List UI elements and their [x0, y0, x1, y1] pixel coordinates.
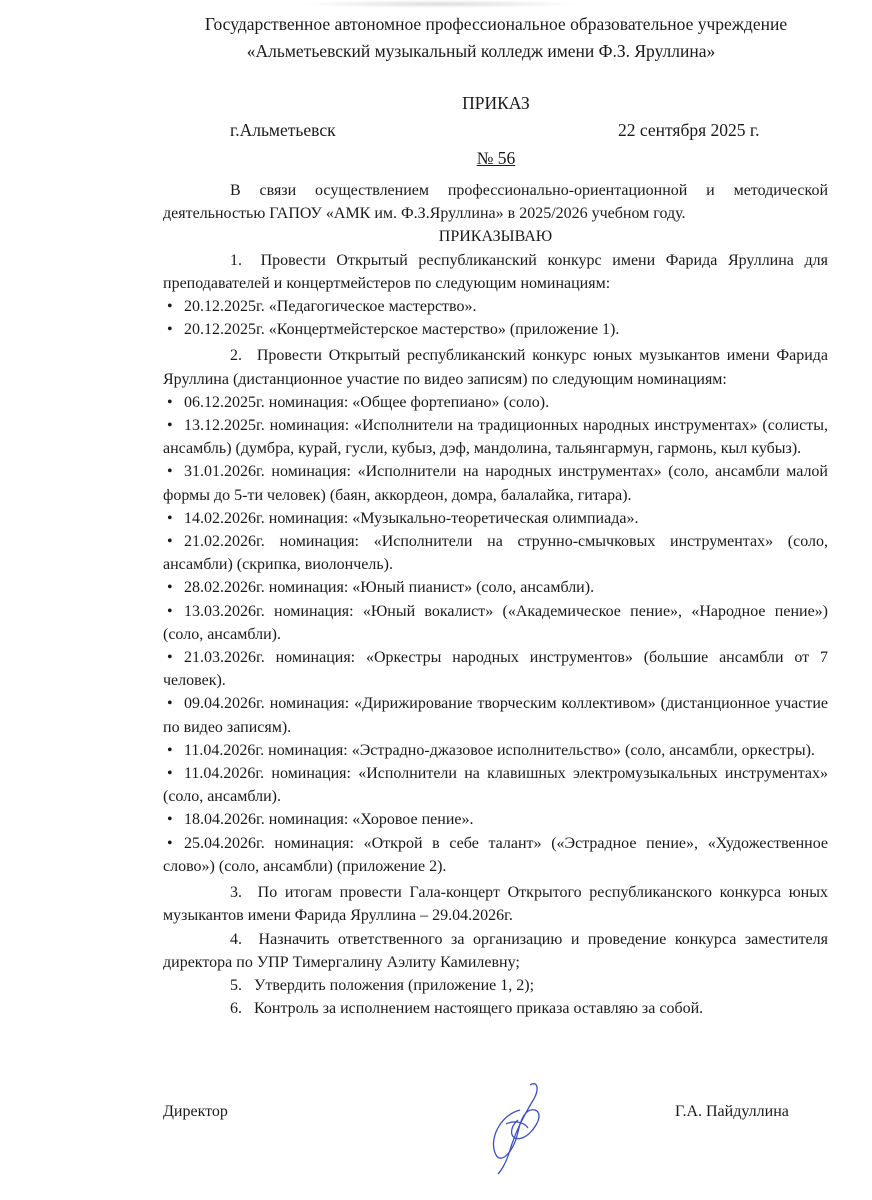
bullet-icon: •	[167, 533, 173, 551]
nomination-text: 20.12.2025г. «Педагогическое мастерство».	[184, 298, 477, 316]
bullet-icon: •	[167, 579, 173, 597]
bullet-icon: •	[167, 509, 173, 527]
bullet-icon: •	[167, 393, 173, 411]
order-item-3	[163, 881, 828, 927]
item-text: Провести Открытый республиканский конкурс юных музыкантов имени Фарида Яруллина (дистанционное участие по видео записям) по следующим номинациям:	[163, 347, 829, 388]
document-title: ПРИКАЗ	[462, 93, 530, 113]
item-number: 5.	[230, 976, 242, 994]
nomination-list-item	[163, 808, 828, 831]
nomination-list-item	[163, 646, 828, 692]
item-text: По итогам провести Гала-концерт Открытого республиканского конкурса юных музыкантов имени Фарида Яруллина – 29.04.2026г.	[163, 884, 828, 925]
bullet-icon: •	[167, 602, 173, 620]
intro-paragraph: В связи осуществлением профессионально-ориентационной и методической деятельностью ГАПОУ «АМК им. Ф.З.Яруллина» в 2025/2026 учебном году.	[163, 182, 828, 223]
nomination-list-item	[163, 414, 828, 460]
item-number: 2.	[230, 347, 242, 365]
bullet-icon: •	[167, 741, 173, 759]
signatory-name: Г.А. Пайдуллина	[675, 1103, 789, 1120]
item-number: 6.	[230, 1000, 242, 1018]
order-item-1	[163, 249, 828, 295]
nomination-text: 14.02.2026г. номинация: «Музыкально-теоретическая олимпиада».	[184, 509, 639, 527]
nomination-text: 31.01.2026г. номинация: «Исполнители на народных инструментах» (соло, ансамбли малой формы до 5-ти человек) (баян, аккордеон, домра, балалайка, гитара).	[163, 463, 828, 504]
nomination-text: 25.04.2026г. номинация: «Открой в себе талант» («Эстрадное пение», «Художественное слово») (соло, ансамбли) (приложение 2).	[163, 834, 828, 875]
order-item-2	[163, 344, 828, 390]
institution-name-line2: «Альметьевский музыкальный колледж имени Ф.З. Яруллина»	[246, 41, 716, 61]
handwritten-signature	[480, 1080, 550, 1175]
nomination-list-item	[163, 739, 828, 762]
bullet-icon: •	[167, 321, 173, 339]
scan-smudge	[300, 0, 580, 8]
document-body	[163, 179, 828, 1020]
bullet-icon: •	[167, 649, 173, 667]
order-item-6	[163, 997, 828, 1020]
item-number: 4.	[230, 930, 242, 948]
bullet-icon: •	[167, 834, 173, 852]
decree-heading: ПРИКАЗЫВАЮ	[438, 228, 553, 246]
bullet-icon: •	[167, 298, 173, 316]
nomination-text: 11.04.2026г. номинация: «Исполнители на клавишных электромузыкальных инструментах» (соло, ансамбли).	[163, 765, 828, 806]
nomination-text: 18.04.2026г. номинация: «Хоровое пение».	[184, 811, 474, 829]
item-number: 3.	[230, 884, 242, 902]
nomination-text: 28.02.2026г. номинация: «Юный пианист» (соло, ансамбли).	[184, 579, 595, 597]
nomination-text: 21.02.2026г. номинация: «Исполнители на струнно-смычковых инструментах» (соло, ансамбли) (скрипка, виолончель).	[163, 533, 828, 574]
nomination-text: 09.04.2026г. номинация: «Дирижирование творческим коллективом» (дистанционное участие по видео записям).	[163, 695, 828, 736]
item-text: Контроль за исполнением настоящего приказа оставляю за собой.	[254, 1000, 704, 1018]
nomination-list-item	[163, 318, 828, 341]
order-item-5	[163, 974, 828, 997]
signatory-role: Директор	[163, 1103, 228, 1120]
nomination-list-item	[163, 692, 828, 738]
bullet-icon: •	[167, 417, 173, 435]
nomination-list-item	[163, 832, 828, 878]
order-date: 22 сентября 2025 г.	[618, 120, 760, 140]
item-text: Утвердить положения (приложение 1, 2);	[254, 976, 535, 994]
institution-name-line1: Государственное автономное профессиональное образовательное учреждение	[204, 14, 788, 34]
nomination-text: 13.03.2026г. номинация: «Юный вокалист» («Академическое пение», «Народное пение») (соло, ансамбли).	[163, 602, 828, 643]
item-text: Провести Открытый республиканский конкурс имени Фарида Яруллина для преподавателей и концертмейстеров по следующим номинациям:	[163, 251, 828, 292]
nomination-list-item	[163, 576, 828, 599]
nomination-list-item	[163, 460, 828, 506]
nomination-list-item	[163, 762, 828, 808]
nomination-list-item	[163, 391, 828, 414]
order-city: г.Альметьевск	[230, 120, 336, 140]
bullet-icon: •	[167, 695, 173, 713]
nomination-list-item	[163, 507, 828, 530]
nomination-text: 13.12.2025г. номинация: «Исполнители на традиционных народных инструментах» (солисты, ансамбль) (думбра, курай, гусли, кубыз, дэф, мандолина, тальянгармун, гармонь, кыл кубыз).	[163, 417, 828, 458]
nomination-text: 11.04.2026г. номинация: «Эстрадно-джазовое исполнительство» (соло, ансамбли, оркестры).	[184, 741, 815, 759]
bullet-icon: •	[167, 811, 173, 829]
nomination-list-item	[163, 530, 828, 576]
item-number: 1.	[230, 251, 242, 269]
nomination-list-item	[163, 295, 828, 318]
order-item-4	[163, 928, 828, 974]
nomination-text: 21.03.2026г. номинация: «Оркестры народных инструментов» (большие ансамбли от 7 человек).	[163, 649, 828, 690]
item-text: Назначить ответственного за организацию и проведение конкурса заместителя директора по УПР Тимергалину Аэлиту Камилевну;	[163, 930, 829, 971]
nomination-list-item	[163, 600, 828, 646]
bullet-icon: •	[167, 463, 173, 481]
order-number: № 56	[476, 148, 516, 168]
nomination-text: 20.12.2025г. «Концертмейстерское мастерство» (приложение 1).	[184, 321, 620, 339]
nomination-text: 06.12.2025г. номинация: «Общее фортепиано» (соло).	[184, 393, 550, 411]
bullet-icon: •	[167, 765, 173, 783]
